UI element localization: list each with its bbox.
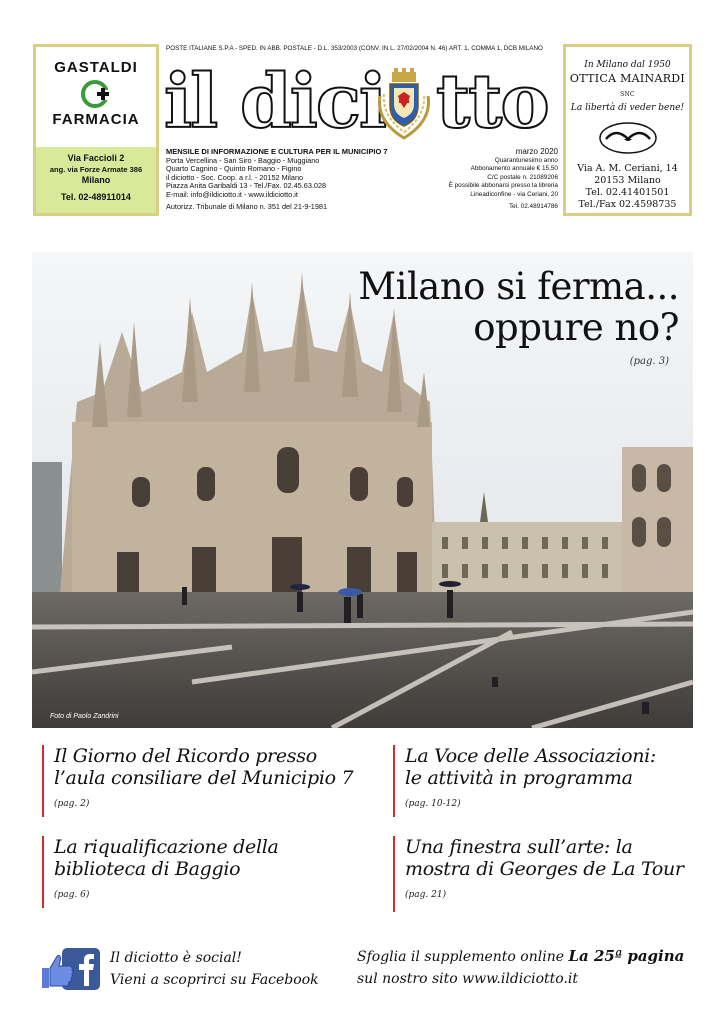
- social-line-1: Il diciotto è social!: [110, 950, 242, 966]
- postal-line: POSTE ITALIANE S.P.A - SPED. IN ABB. POSTALE - D.L. 353/2003 (CONV. IN L. 27/02/2004 N. 46) ART. 1, COMMA 1, DCB MILANO: [166, 45, 543, 52]
- article-page-ref: (pag. 21): [405, 890, 447, 900]
- photo-credit: Foto di Paolo Zandrini: [50, 713, 119, 720]
- seagull-icon: [598, 121, 658, 155]
- pharmacy-name-top: GASTALDI: [54, 59, 138, 76]
- article-page-ref: (pag. 6): [54, 890, 90, 900]
- cover-headline-line-2: oppure no?: [473, 306, 679, 349]
- year-line: Quarantunesimo anno: [494, 156, 558, 164]
- pharmacy-cross-icon: [81, 79, 111, 109]
- optician-slogan: La libertà di veder bene!: [570, 103, 685, 113]
- cover-headline: [358, 266, 679, 348]
- pharmacy-phone: Tel. 02-48911014: [61, 192, 131, 202]
- issue-info: [400, 148, 558, 211]
- optician-street: Via A. M. Ceriani, 14: [577, 163, 678, 174]
- pharmacy-address-block: [36, 147, 156, 213]
- optician-telfax: Tel./Fax 02.4598735: [578, 199, 677, 210]
- authorization-line: Autorizz. Tribunale di Milano n. 351 del 21-9-1981: [166, 201, 328, 211]
- bookshop-line: Lineadiconfine - via Ceriani, 20: [470, 190, 558, 198]
- publisher-line: il diciotto - Soc. Coop. a r.l. - 20152 Milano: [166, 172, 304, 182]
- article-teaser[interactable]: [393, 836, 705, 912]
- article-title-line-1: La riqualificazione della: [54, 836, 279, 858]
- pharmacy-ad: [33, 44, 159, 216]
- areas-line-1: Porta Vercellina - San Siro - Baggio - Muggiano: [166, 155, 320, 165]
- article-title-line-1: La Voce delle Associazioni:: [405, 745, 657, 767]
- article-teaser[interactable]: [393, 745, 705, 817]
- contacts-line: E-mail: info@ildiciotto.it - www.ildiciotto.it: [166, 189, 298, 199]
- social-text: [110, 947, 319, 991]
- supplement-text: [357, 946, 684, 990]
- bookshop-tel: Tel. 02.48914786: [508, 202, 558, 210]
- cover-photo: [32, 252, 693, 728]
- article-teaser[interactable]: [42, 745, 384, 817]
- article-page-ref: (pag. 10-12): [405, 799, 461, 809]
- pharmacy-city: Milano: [81, 175, 111, 185]
- facebook-like-icon[interactable]: [40, 946, 102, 992]
- article-title-line-1: Una finestra sull’arte: la: [405, 836, 633, 858]
- optician-name: [566, 72, 689, 102]
- article-title-line-2: mostra di Georges de La Tour: [405, 858, 684, 880]
- postal-account-line: C/C postale n. 21089206: [487, 173, 558, 181]
- supplement-line-2[interactable]: sul nostro sito www.ildiciotto.it: [357, 971, 578, 987]
- masthead: [164, 60, 558, 144]
- optician-tel: Tel. 02.41401501: [585, 187, 670, 198]
- masthead-title-right: tto: [436, 59, 548, 145]
- municipal-crest-icon: [372, 66, 436, 142]
- cover-page-ref: (pag. 3): [629, 356, 669, 367]
- subscription-line: Abbonamento annuale € 15,50: [470, 165, 558, 173]
- areas-line-2: Quarto Cagnino - Quinto Romano - Figino: [166, 164, 302, 174]
- publisher-info: [166, 148, 426, 211]
- article-teaser[interactable]: [42, 836, 384, 908]
- article-page-ref: (pag. 2): [54, 799, 90, 809]
- masthead-title-left: il dici: [164, 59, 386, 145]
- optician-ad: [563, 44, 692, 216]
- article-title-line-2: le attività in programma: [405, 767, 633, 789]
- optician-name-text: OTTICA MAINARDI: [569, 72, 686, 85]
- article-title-line-1: Il Giorno del Ricordo presso: [54, 745, 317, 767]
- supplement-name: La 25ª pagina: [568, 947, 685, 965]
- subscribe-note: È possibile abbonarsi presso la libreria: [448, 182, 558, 190]
- pharmacy-address-2: ang. via Forze Armate 386: [49, 165, 143, 174]
- subtitle: MENSILE DI INFORMAZIONE E CULTURA PER IL MUNICIPIO 7: [166, 147, 388, 156]
- optician-city: 20153 Milano: [594, 175, 661, 186]
- cover-headline-line-1: Milano si ferma...: [358, 265, 679, 308]
- issue-date: marzo 2020: [515, 147, 558, 156]
- social-line-2: Vieni a scoprirci su Facebook: [110, 972, 319, 988]
- pharmacy-address-1: Via Faccioli 2: [67, 153, 125, 163]
- article-title-line-2: biblioteca di Baggio: [54, 858, 241, 880]
- optician-name-suffix: SNC: [620, 91, 635, 98]
- address-line: Piazza Anita Garibaldi 13 - Tel./Fax. 02.45.63.028: [166, 181, 327, 191]
- supplement-line-1: Sfoglia il supplemento online: [357, 949, 564, 965]
- optician-since: In Milano dal 1950: [584, 60, 671, 70]
- pharmacy-name-bottom: FARMACIA: [52, 111, 140, 128]
- article-title-line-2: l’aula consiliare del Municipio 7: [54, 767, 354, 789]
